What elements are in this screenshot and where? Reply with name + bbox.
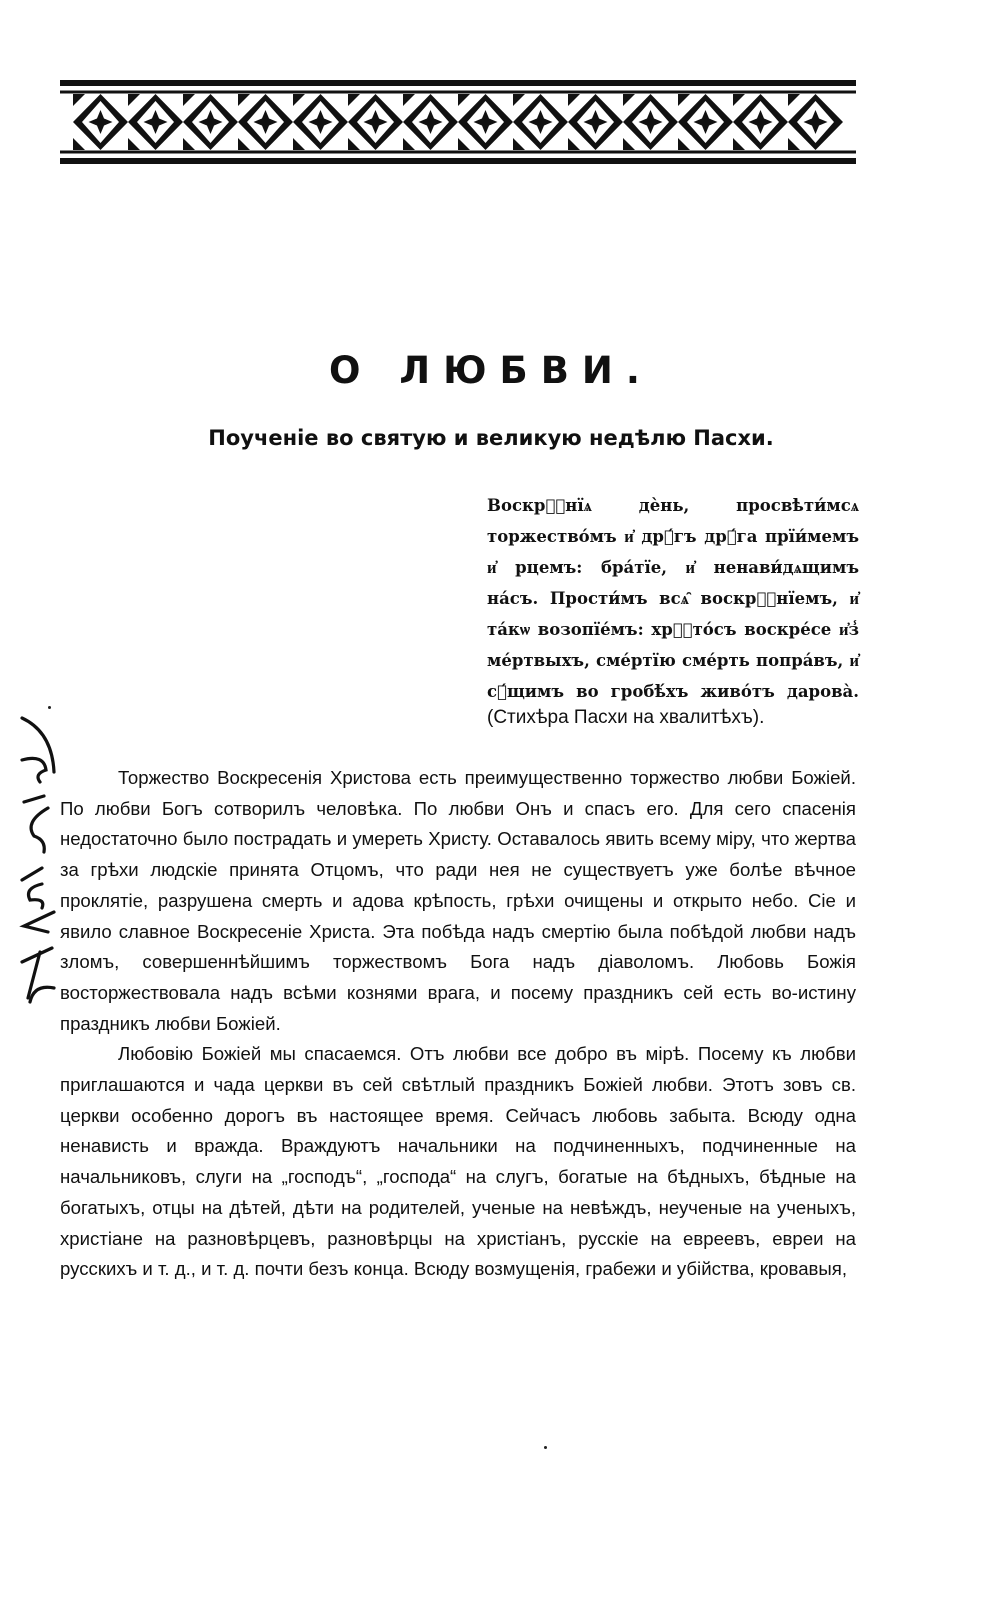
ornament-corner [678, 138, 690, 150]
handwritten-margin-note [4, 712, 64, 1012]
ornament-corner [788, 138, 800, 150]
ornament-corner [513, 94, 525, 106]
ornament-corner [348, 94, 360, 106]
ornament-corner [403, 94, 415, 106]
speck [544, 1446, 547, 1449]
page-subtitle: Поученіе во святую и великую недѣлю Пасхи. [208, 426, 774, 450]
ornament-corner [568, 94, 580, 106]
ornament-corner [403, 138, 415, 150]
ornament-corner [128, 138, 140, 150]
epigraph-source: (Стихѣра Пасхи на хвалитѣхъ). [487, 707, 765, 728]
ornament-corner [623, 94, 635, 106]
ornament-corner [513, 138, 525, 150]
ornament-corner [293, 94, 305, 106]
body-text [60, 763, 856, 1285]
decorative-header-ornament [60, 78, 856, 166]
ornament-corner [458, 138, 470, 150]
ornament-corner [568, 138, 580, 150]
page-title: О ЛЮБВИ. [329, 349, 653, 392]
ornament-corner [183, 138, 195, 150]
ornament-corner [238, 94, 250, 106]
ornament-corner [678, 94, 690, 106]
ornament-corner [733, 94, 745, 106]
ornament-corner [733, 138, 745, 150]
ornament-corner [128, 94, 140, 106]
ornament-corner [73, 94, 85, 106]
ornament-corner [458, 94, 470, 106]
ornament-corner [238, 138, 250, 150]
ornament-corner [293, 138, 305, 150]
ornament-corner [73, 138, 85, 150]
speck [48, 706, 51, 709]
paragraph: Любовію Божіей мы спасаемся. Отъ любви все добро въ мірѣ. Посему къ любви приглашаются и чада церкви въ сей свѣтлый праздникъ Божіей любви. Этотъ зовъ св. церкви особенно дорогъ въ настоящее время. Сейчасъ любовь забыта. Всюду одна ненависть и вражда. Враждуютъ начальники на подчиненныхъ, подчиненные на начальниковъ, слуги на „господъ“, „господа“ на слугъ, богатые на бѣдныхъ, бѣдные на богатыхъ, отцы на дѣтей, дѣти на родителей, ученые на невѣждъ, неученые на ученыхъ, христіане на разновѣрцевъ, разновѣрцы на христіанъ, русскіе на евреевъ, евреи на русскихъ и т. д., и т. д. почти безъ конца. Всюду возмущенія, грабежи и убійства, кровавыя, [60, 1043, 856, 1280]
ornament-corner [788, 94, 800, 106]
paragraph: Торжество Воскресенія Христова есть преимущественно торжество любви Божіей. По любви Богъ сотворилъ человѣка. По любви Онъ и спасъ его. Для сего спасенія недостаточно было пострадать и умереть Христу. Оставалось явить всему міру, что жертва за грѣхи людскіе принята Отцомъ, что ради нея не существуетъ уже болѣе вѣчное проклятіе, разрушена смерть и адова крѣпость, грѣхи очищены и открыто небо. Сіе и явило славное Воскресеніе Христа. Эта побѣда надъ смертію была побѣдой любви надъ зломъ, совершеннѣйшимъ торжествомъ Бога надъ діаволомъ. Любовь Божія восторжествовала надъ всѣми кознями врага, и посему праздникъ сей есть во-истину праздникъ любви Божіей. [60, 767, 856, 1034]
ornament-corner [623, 138, 635, 150]
epigraph-church-slavonic: Воскрⷭ҇нїѧ дѐнь, просвѣти́мсѧ торжество́мъ и҆ дрꙋ́гъ дрꙋ́га прїи́мемъ и҆ рцемъ: бра́тїе, и҆ ненави́дѧщимъ на́съ. Прости́мъ всѧ̑ воскрⷭ҇нїемъ, и҆ та́кѡ возопїе́мъ: хрⷭ҇то́съ воскре́се и҆з̾ ме́ртвыхъ, сме́ртїю сме́рть попра́въ, и҆ сꙋ́щимъ во гробѣ́хъ живо́тъ дарова̀. [487, 496, 859, 701]
ornament-corner [348, 138, 360, 150]
ornament-corner [183, 94, 195, 106]
